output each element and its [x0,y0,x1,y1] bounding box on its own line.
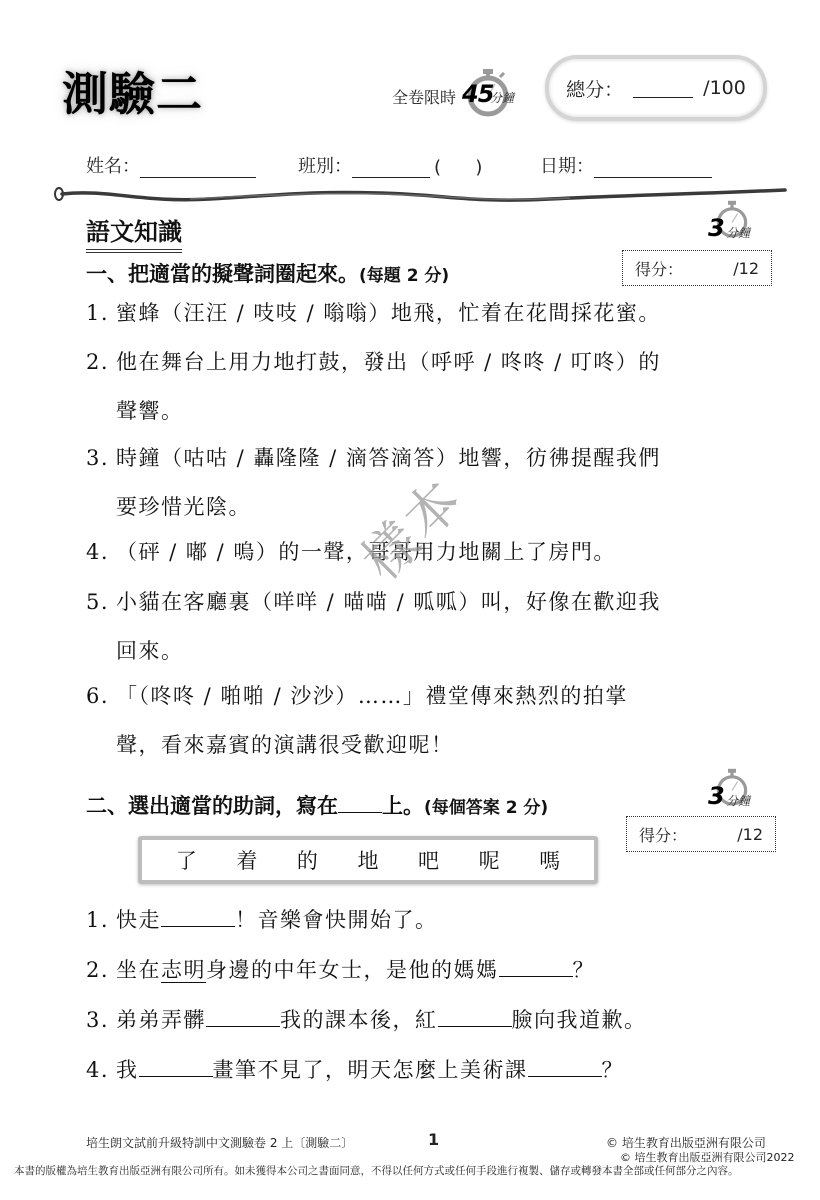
question-text: 弟弟弄髒 [116,1008,206,1032]
name-field-group [86,152,256,178]
question-text-cont: 要珍惜光陰。 [116,495,251,519]
section-title: 語文知識 [86,212,182,253]
answer-blank[interactable] [438,1004,512,1027]
part2-question-1 [86,896,438,945]
part2-question-3 [86,996,647,1045]
copyright-notice: 本書的版權為培生教育出版亞洲有限公司所有。如未獲得本公司之書面同意，不得以任何方式或任何手段進行複製、儲存或轉發本書全部或任何部分之內容。 [14,1165,739,1177]
question-text-cont: 回來。 [116,639,184,663]
question-text-cont: 聲響。 [116,399,184,423]
word-bank-item: 吧 [418,849,440,873]
part2-heading-text-post: 上。 [382,794,424,818]
part1-question-1 [86,289,661,338]
question-text: 畫筆不見了，明天怎麼上美術課 [212,1058,528,1082]
time-limit [392,74,514,118]
total-score-input[interactable] [633,79,693,98]
question-number: 5. [86,590,110,614]
total-score-max: /100 [703,77,746,99]
stopwatch-icon [706,768,760,812]
question-text: ？ [572,958,595,982]
question-number: 3. [86,1008,110,1032]
part1-score-box [622,250,772,286]
question-text: 坐在 [116,958,161,982]
part1-timer-unit: 分鐘 [726,226,751,240]
part1-points: (每題 2 分) [359,266,450,286]
question-text: 身邊的中年女士，是他的媽媽 [206,958,499,982]
word-bank-item: 嗎 [539,849,561,873]
answer-blank[interactable] [206,1004,280,1027]
question-text[interactable]: 蜜蜂（汪汪 / 吱吱 / 嗡嗡）地飛，忙着在花間採花蜜。 [116,301,661,325]
word-bank-item: 呢 [478,849,500,873]
sample-watermark: 樣本 [349,465,477,593]
footer-copyright-year: © 培生教育出版亞洲有限公司2022 [620,1151,795,1164]
question-number: 1. [86,301,110,325]
time-limit-value: 45 [462,80,494,108]
question-text: ！音樂會快開始了。 [235,908,438,932]
question-text: 我 [116,1058,139,1082]
question-text[interactable]: （砰 / 嘟 / 嗚）的一聲，哥哥用力地關上了房門。 [116,540,616,564]
question-number: 4. [86,1058,110,1082]
question-number: 3. [86,446,110,470]
part2-question-4 [86,1046,624,1095]
part1-heading [86,258,449,288]
page-number: 1 [428,1130,440,1149]
part1-timer-value: 3 [708,214,724,242]
proper-noun: 志明 [161,958,206,982]
brush-divider [50,185,790,207]
word-bank-item: 着 [236,849,258,873]
stopwatch-icon [460,74,514,118]
word-bank-item: 的 [296,849,318,873]
question-number: 4. [86,540,110,564]
part1-heading-text: 一、把適當的擬聲詞圈起來。 [86,262,359,286]
footer-copyright: © 培生教育出版亞洲有限公司 [606,1136,766,1150]
part2-timer [706,768,760,816]
stopwatch-icon [706,200,760,244]
part2-timer-value: 3 [708,782,724,810]
question-number: 2. [86,350,110,374]
part2-heading-text: 二、選出適當的助詞，寫在 [86,794,338,818]
part1-question-2 [86,338,661,436]
question-number: 1. [86,908,110,932]
question-number: 2. [86,958,110,982]
part2-question-2 [86,946,595,995]
question-text: 快走 [116,908,161,932]
question-text: 我的課本後，紅 [280,1008,438,1032]
part2-score-box [626,816,776,852]
class-number-input[interactable]: ( ) [434,157,483,178]
part1-question-5 [86,578,661,676]
part1-score-label: 得分： [635,259,684,279]
answer-blank[interactable] [161,904,235,927]
class-label: 班別： [298,156,352,177]
part2-score-label: 得分： [639,825,688,845]
question-text[interactable]: 「（咚咚 / 啪啪 / 沙沙）……」禮堂傳來熱烈的拍掌 [116,684,628,708]
page-title: 測驗二 [62,67,203,121]
footer-book-title: 培生朗文試前升級特訓中文測驗卷 2 上〔測驗二〕 [86,1136,354,1150]
date-label: 日期： [540,156,594,177]
word-bank-item: 地 [357,849,379,873]
total-score-box [545,55,767,121]
part1-timer [706,200,760,248]
part2-score-max[interactable]: /12 [737,824,763,844]
part2-timer-unit: 分鐘 [726,794,751,808]
answer-blank[interactable] [528,1054,602,1077]
word-bank [138,836,598,884]
question-text: 臉向我道歉。 [511,1008,647,1032]
answer-blank[interactable] [499,954,573,977]
question-number: 6. [86,684,110,708]
class-input[interactable] [352,155,430,178]
name-label: 姓名： [86,156,140,177]
part1-question-6 [86,672,628,770]
part2-points: (每個答案 2 分) [424,798,549,818]
question-text-cont: 聲，看來嘉賓的演講很受歡迎呢！ [116,733,454,757]
time-limit-label: 全卷限時 [392,87,457,107]
question-text[interactable]: 時鐘（咕咕 / 轟隆隆 / 滴答滴答）地響，彷彿提醒我們 [116,446,661,470]
question-text[interactable]: 小貓在客廳裏（咩咩 / 喵喵 / 呱呱）叫，好像在歡迎我 [116,590,661,614]
total-score-label: 總分： [566,78,624,101]
date-field-group [540,152,712,178]
class-field-group [298,152,482,178]
question-text[interactable]: 他在舞台上用力地打鼓，發出（呼呼 / 咚咚 / 叮咚）的 [116,350,661,374]
question-text: ？ [601,1058,624,1082]
name-input[interactable] [140,155,256,178]
answer-blank[interactable] [139,1054,213,1077]
date-input[interactable] [594,155,712,178]
time-limit-unit: 分鐘 [490,91,515,105]
part2-heading [86,790,548,820]
heading-blank [338,792,382,813]
word-bank-item: 了 [175,849,197,873]
part1-score-max[interactable]: /12 [733,258,759,278]
